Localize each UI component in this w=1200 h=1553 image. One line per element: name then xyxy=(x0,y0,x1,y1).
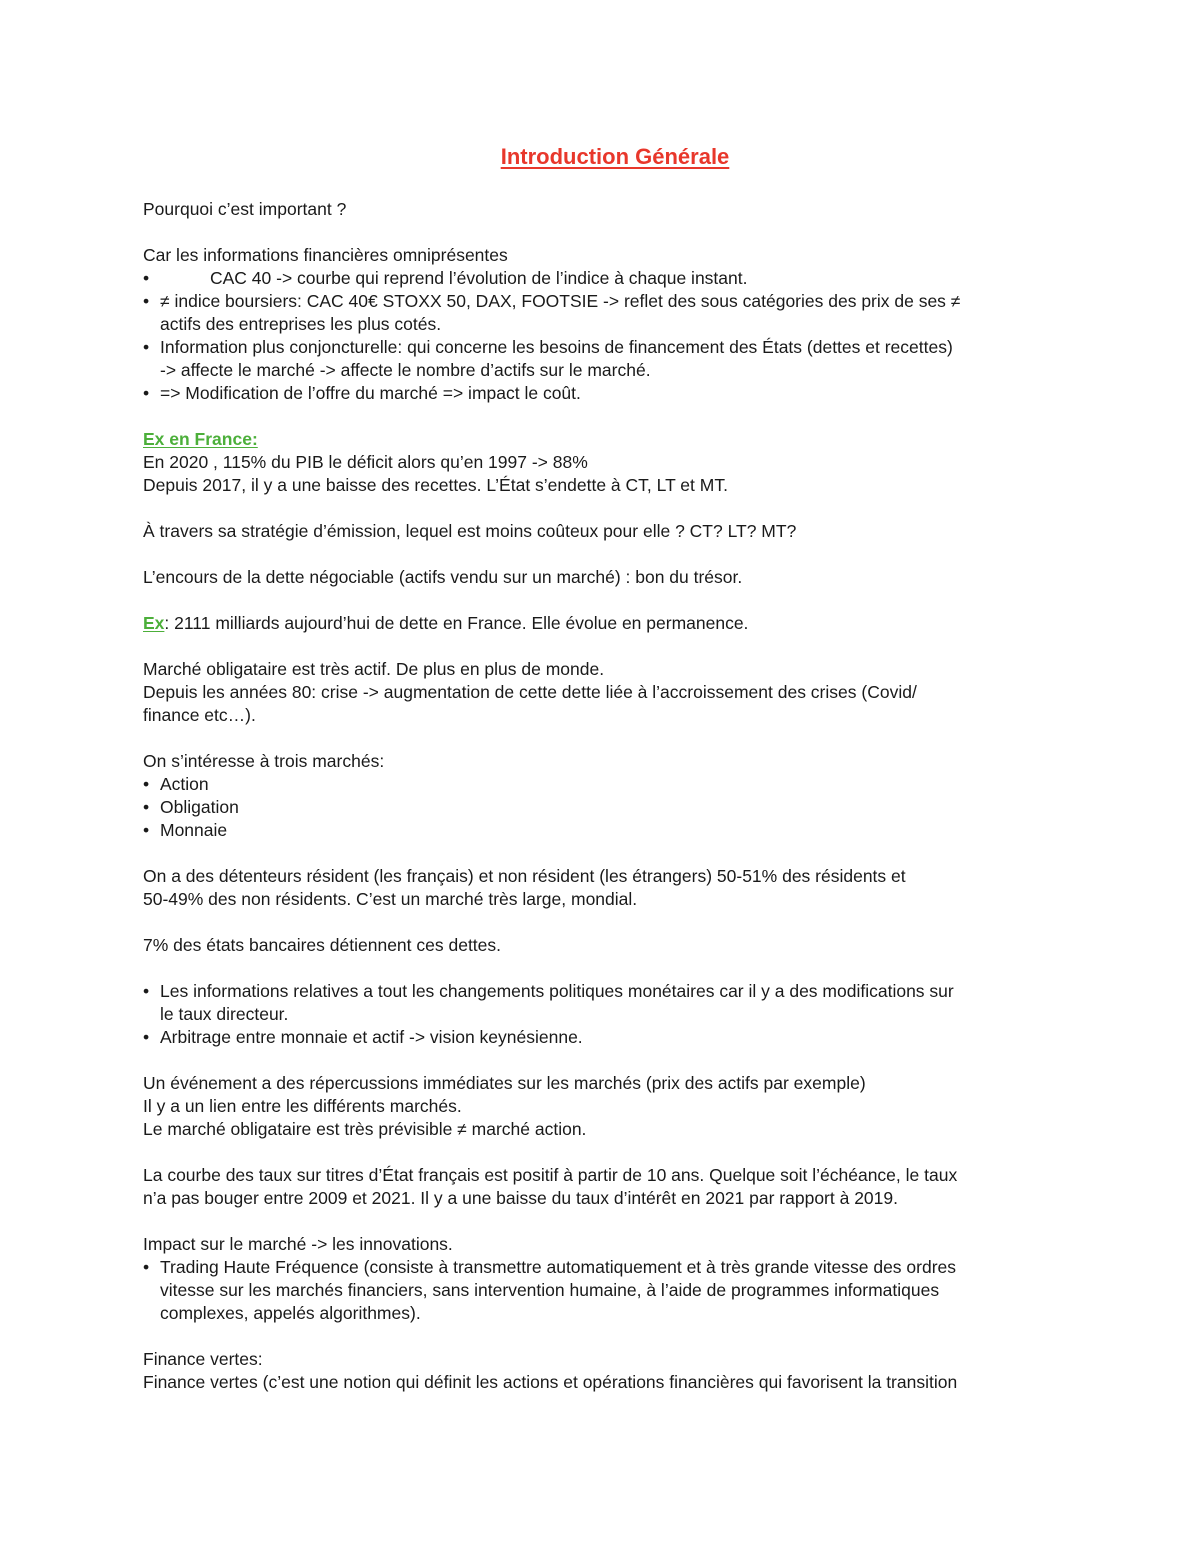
bullet-list-markets xyxy=(143,773,1063,842)
text-line: L’encours de la dette négociable (actifs vendu sur un marché) : bon du trésor. xyxy=(143,567,743,587)
list-item-line: Information plus conjoncturelle: qui concerne les besoins de financement des États (dettes et recettes) xyxy=(160,337,953,357)
list-item-line: -> affecte le marché -> affecte le nombre d’actifs sur le marché. xyxy=(160,360,651,380)
document-body xyxy=(143,198,1063,1394)
bullet-icon: • xyxy=(143,820,150,840)
text-line: Un événement a des répercussions immédiates sur les marchés (prix des actifs par exemple) xyxy=(143,1073,866,1093)
text-line: 50-49% des non résidents. C’est un marché très large, mondial. xyxy=(143,889,638,909)
list-item xyxy=(143,382,1063,405)
bullet-icon: • xyxy=(143,268,150,288)
text-line: En 2020 , 115% du PIB le déficit alors qu’en 1997 -> 88% xyxy=(143,452,588,472)
bullet-icon: • xyxy=(143,291,150,311)
text-line: Marché obligataire est très actif. De plus en plus de monde. xyxy=(143,659,605,679)
list-item xyxy=(143,773,1063,796)
question-line: Pourquoi c’est important ? xyxy=(143,199,347,219)
list-item-line: le taux directeur. xyxy=(160,1004,289,1024)
list-item xyxy=(143,980,1063,1026)
bullet-icon: • xyxy=(143,337,150,357)
list-item xyxy=(143,819,1063,842)
text-line: Finance vertes: xyxy=(143,1349,263,1369)
list-item xyxy=(143,336,1063,382)
list-item-line: Arbitrage entre monnaie et actif -> vision keynésienne. xyxy=(160,1027,583,1047)
list-item-line: Action xyxy=(160,774,209,794)
text-line: À travers sa stratégie d’émission, lequel est moins coûteux pour elle ? CT? LT? MT? xyxy=(143,521,797,541)
list-item-line: vitesse sur les marchés financiers, sans intervention humaine, à l’aide de programmes informatiques xyxy=(160,1280,940,1300)
list-item-line: CAC 40 -> courbe qui reprend l’évolution de l’indice à chaque instant. xyxy=(210,268,748,288)
list-item xyxy=(143,796,1063,819)
text-line: Finance vertes (c’est une notion qui définit les actions et opérations financières qui favorisent la transition xyxy=(143,1372,958,1392)
text-line: Depuis 2017, il y a une baisse des recettes. L’État s’endette à CT, LT et MT. xyxy=(143,475,728,495)
text-line: On s’intéresse à trois marchés: xyxy=(143,751,385,771)
text-line: n’a pas bouger entre 2009 et 2021. Il y a une baisse du taux d’intérêt en 2021 par rapport à 2019. xyxy=(143,1188,898,1208)
text-line: finance etc…). xyxy=(143,705,256,725)
bullet-icon: • xyxy=(143,1027,150,1047)
example-text: : 2111 milliards aujourd’hui de dette en France. Elle évolue en permanence. xyxy=(164,613,749,633)
example-label: Ex xyxy=(143,613,165,633)
bullet-list-info xyxy=(143,267,1063,405)
list-item-line: ≠ indice boursiers: CAC 40€ STOXX 50, DAX, FOOTSIE -> reflet des sous catégories des prix de ses ≠ xyxy=(160,291,961,311)
text-line: Depuis les années 80: crise -> augmentation de cette dette liée à l’accroissement des crises (Covid/ xyxy=(143,682,917,702)
text-line: Il y a un lien entre les différents marchés. xyxy=(143,1096,462,1116)
bullet-list-innovations xyxy=(143,1256,1063,1325)
bullet-list-policy xyxy=(143,980,1063,1049)
list-item-line: Les informations relatives a tout les changements politiques monétaires car il y a des modifications sur xyxy=(160,981,954,1001)
bullet-icon: • xyxy=(143,774,150,794)
bullet-icon: • xyxy=(143,1257,150,1277)
list-item-line: => Modification de l’offre du marché => impact le coût. xyxy=(160,383,581,403)
page-title: Introduction Générale xyxy=(500,144,730,169)
list-item-line: Monnaie xyxy=(160,820,228,840)
list-item-line: actifs des entreprises les plus cotés. xyxy=(160,314,442,334)
list-item-line: Trading Haute Fréquence (consiste à transmettre automatiquement et à très grande vitesse des ordres xyxy=(160,1257,957,1277)
example-line xyxy=(143,612,1063,635)
intro-line: Car les informations financières omniprésentes xyxy=(143,245,508,265)
bullet-icon: • xyxy=(143,981,150,1001)
bullet-icon: • xyxy=(143,383,150,403)
list-item xyxy=(143,1026,1063,1049)
bullet-icon: • xyxy=(143,797,150,817)
text-line: Impact sur le marché -> les innovations. xyxy=(143,1234,453,1254)
list-item-line: complexes, appelés algorithmes). xyxy=(160,1303,421,1323)
list-item xyxy=(143,1256,1063,1325)
list-item xyxy=(143,267,1063,290)
text-line: On a des détenteurs résident (les français) et non résident (les étrangers) 50-51% des résidents et xyxy=(143,866,906,886)
text-line: Le marché obligataire est très prévisible ≠ marché action. xyxy=(143,1119,587,1139)
section-label-ex-france: Ex en France: xyxy=(143,429,258,449)
text-line: 7% des états bancaires détiennent ces dettes. xyxy=(143,935,502,955)
list-item xyxy=(143,290,1063,336)
text-line: La courbe des taux sur titres d’État français est positif à partir de 10 ans. Quelque soit l’échéance, le taux xyxy=(143,1165,958,1185)
list-item-line: Obligation xyxy=(160,797,239,817)
